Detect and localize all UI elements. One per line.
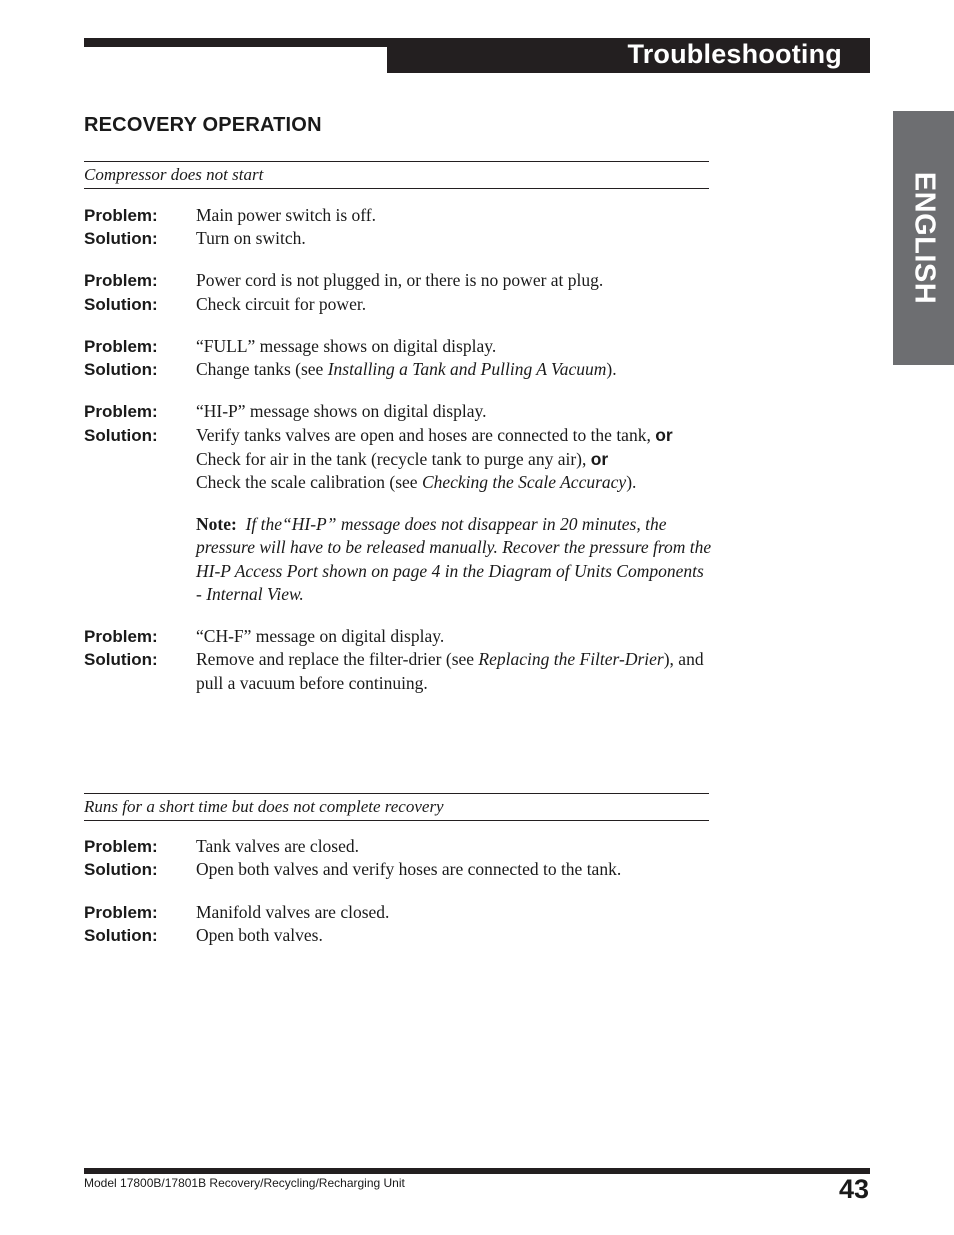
solution-text [196, 358, 716, 382]
problem-text: “FULL” message shows on digital display. [196, 336, 497, 356]
section-heading: RECOVERY OPERATION [84, 114, 322, 136]
solution-label: Solution: [84, 229, 158, 248]
solution-label: Solution: [84, 360, 158, 379]
language-side-tab [893, 111, 954, 365]
solution-text: Turn on switch. [196, 228, 306, 248]
solution-text-part: Check for air in the tank (recycle tank to purge any air), [196, 448, 591, 469]
solution-line [196, 448, 716, 472]
problem-text: Power cord is not plugged in, or there is no power at plug. [196, 270, 604, 290]
problem-label: Problem: [84, 337, 158, 356]
or-connector: or [590, 448, 609, 469]
solution-text: Open both valves. [196, 925, 323, 945]
solution-text-part: Remove and replace the filter-drier (see [196, 649, 479, 669]
language-tab-label: ENGLISH [908, 171, 940, 305]
problem-text: Tank valves are closed. [196, 836, 360, 856]
solution-text: Check circuit for power. [196, 294, 367, 314]
header-title-bar [387, 38, 870, 73]
problem-label: Problem: [84, 206, 158, 225]
solution-text-part: Change tanks (see [196, 359, 328, 379]
or-connector: or [655, 425, 673, 445]
note-text: If the“HI-P” message does not disappear in 20 minutes, the pressure will have to be released manually. Recover the pressure from the HI-P Access Port shown on page 4 in the Diagram of Units Components - Internal View. [196, 513, 712, 604]
problem-text: Manifold valves are closed. [196, 902, 390, 922]
solution-text-part: Check the scale calibration (see [196, 472, 422, 492]
problem-label: Problem: [84, 627, 158, 646]
solution-label: Solution: [84, 926, 158, 945]
footer-model-text: Model 17800B/17801B Recovery/Recycling/Recharging Unit [84, 1176, 405, 1190]
solution-text [196, 648, 712, 695]
solution-line [196, 424, 716, 448]
problem-label: Problem: [84, 837, 158, 856]
solution-text-part: Verify tanks valves are open and hoses are connected to the tank, [196, 425, 656, 445]
solution-label: Solution: [84, 860, 158, 879]
footer-rule [84, 1168, 870, 1174]
manual-section-reference: Installing a Tank and Pulling A Vacuum [327, 359, 607, 379]
solution-label: Solution: [84, 295, 158, 314]
solution-text-part: ). [606, 359, 617, 379]
subheading-compressor: Compressor does not start [84, 161, 709, 189]
solution-line [196, 471, 716, 495]
note-block [196, 513, 712, 607]
manual-section-reference: Replacing the Filter-Drier [478, 649, 664, 669]
solution-label: Solution: [84, 426, 158, 445]
solution-text-part: ), and pull a vacuum before continuing. [196, 649, 704, 693]
problem-text: “CH-F” message on digital display. [196, 626, 445, 646]
manual-section-reference: Checking the Scale Accuracy [421, 472, 627, 492]
problem-label: Problem: [84, 271, 158, 290]
subheading-short-run: Runs for a short time but does not complete recovery [84, 793, 709, 821]
problem-label: Problem: [84, 903, 158, 922]
solution-label: Solution: [84, 650, 158, 669]
solution-text-part: ). [626, 472, 637, 492]
page-number: 43 [838, 1174, 869, 1204]
solution-text: Open both valves and verify hoses are connected to the tank. [196, 859, 622, 879]
note-label: Note: [196, 513, 237, 534]
page-title: Troubleshooting [627, 39, 842, 69]
problem-text: “HI-P” message shows on digital display. [196, 401, 487, 421]
solution-text [196, 424, 716, 607]
problem-label: Problem: [84, 402, 158, 421]
problem-text: Main power switch is off. [196, 205, 376, 225]
